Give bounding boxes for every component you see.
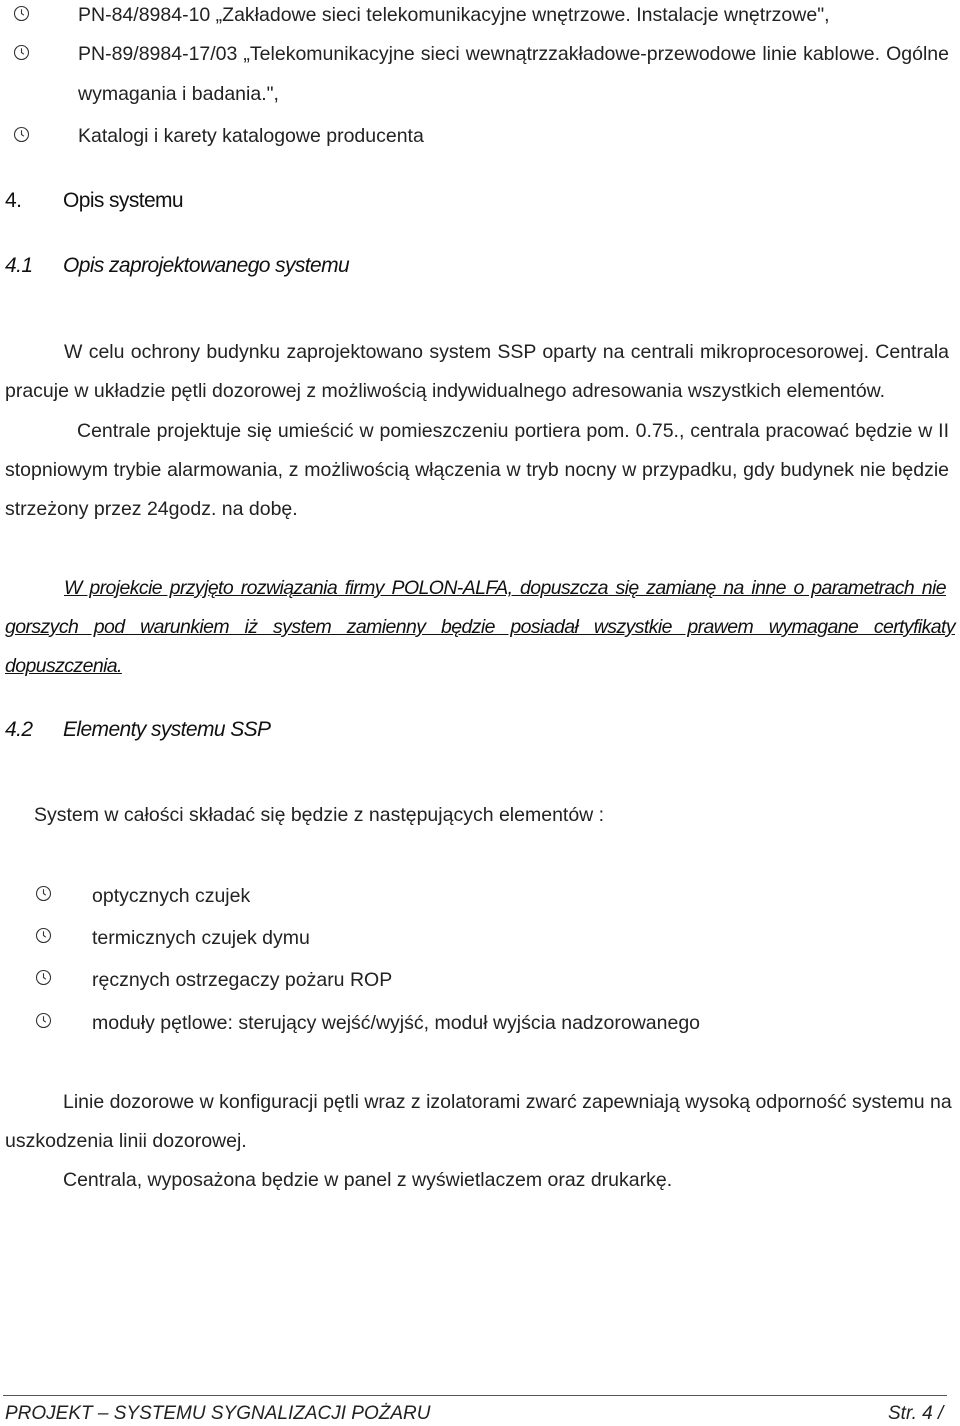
clock-icon xyxy=(35,927,52,944)
paragraph-line: Linie dozorowe w konfiguracji pętli wraz z izolatorami zwarć zapewniają wysoką odporność systemu na xyxy=(63,1091,952,1113)
footer-divider xyxy=(3,1395,947,1396)
list-item: optycznych czujek xyxy=(92,885,251,907)
reference-line: Katalogi i karety katalogowe producenta xyxy=(78,125,424,147)
clock-icon xyxy=(35,1012,52,1029)
list-item: moduły pętlowe: sterujący wejść/wyjść, moduł wyjścia nadzorowanego xyxy=(92,1012,701,1034)
page-number: Str. 4 / xyxy=(888,1403,944,1424)
section-number: 4.1 xyxy=(5,254,33,277)
subsection-heading xyxy=(5,252,349,280)
paragraph-line: pracuje w układzie pętli dozorowej z możliwością indywidualnego adresowania wszystkich elementów. xyxy=(5,380,886,402)
paragraph-line: W celu ochrony budynku zaprojektowano system SSP oparty na centrali mikroprocesorowej. Centrala xyxy=(64,341,949,363)
paragraph-line: strzeżony przez 24godz. na dobę. xyxy=(5,498,298,520)
section-title: Opis zaprojektowanego systemu xyxy=(63,254,350,277)
reference-line: wymagania i badania.", xyxy=(78,83,279,105)
clock-icon xyxy=(13,126,30,143)
section-heading xyxy=(5,187,183,215)
section-title: Opis systemu xyxy=(63,189,183,212)
paragraph-line: stopniowym trybie alarmowania, z możliwością włączenia w tryb nocny w przypadku, gdy budynek nie będzie xyxy=(5,459,949,481)
reference-line: PN-84/8984-10 „Zakładowe sieci telekomunikacyjne wnętrzowe. Instalacje wnętrzowe", xyxy=(78,4,830,26)
note-line: dopuszczenia. xyxy=(5,655,122,677)
section-number: 4. xyxy=(5,189,22,212)
note-line: gorszych pod warunkiem iż system zamienny będzie posiadał wszystkie prawem wymagane certyfikaty xyxy=(5,616,955,638)
list-item: termicznych czujek dymu xyxy=(92,927,310,949)
clock-icon xyxy=(35,885,52,902)
clock-icon xyxy=(13,44,30,61)
paragraph-line: Centrale projektuje się umieścić w pomieszczeniu portiera pom. 0.75., centrala pracować będzie w II xyxy=(77,420,949,442)
subsection-heading xyxy=(5,716,270,744)
section-number: 4.2 xyxy=(5,718,33,741)
clock-icon xyxy=(35,969,52,986)
reference-line: PN-89/8984-17/03 „Telekomunikacyjne sieci wewnątrzzakładowe-przewodowe linie kablowe. Ogólne xyxy=(78,43,949,65)
intro-line: System w całości składać się będzie z następujących elementów : xyxy=(34,804,605,826)
footer-title: PROJEKT – SYSTEMU SYGNALIZACJI POŻARU xyxy=(5,1403,431,1424)
section-title: Elementy systemu SSP xyxy=(63,718,271,741)
list-item: ręcznych ostrzegaczy pożaru ROP xyxy=(92,969,393,991)
note-line: W projekcie przyjęto rozwiązania firmy POLON-ALFA, dopuszcza się zamianę na inne o parametrach nie xyxy=(64,577,946,599)
clock-icon xyxy=(13,5,30,22)
paragraph-line: uszkodzenia linii dozorowej. xyxy=(5,1130,247,1152)
paragraph-line: Centrala, wyposażona będzie w panel z wyświetlaczem oraz drukarkę. xyxy=(63,1169,673,1191)
